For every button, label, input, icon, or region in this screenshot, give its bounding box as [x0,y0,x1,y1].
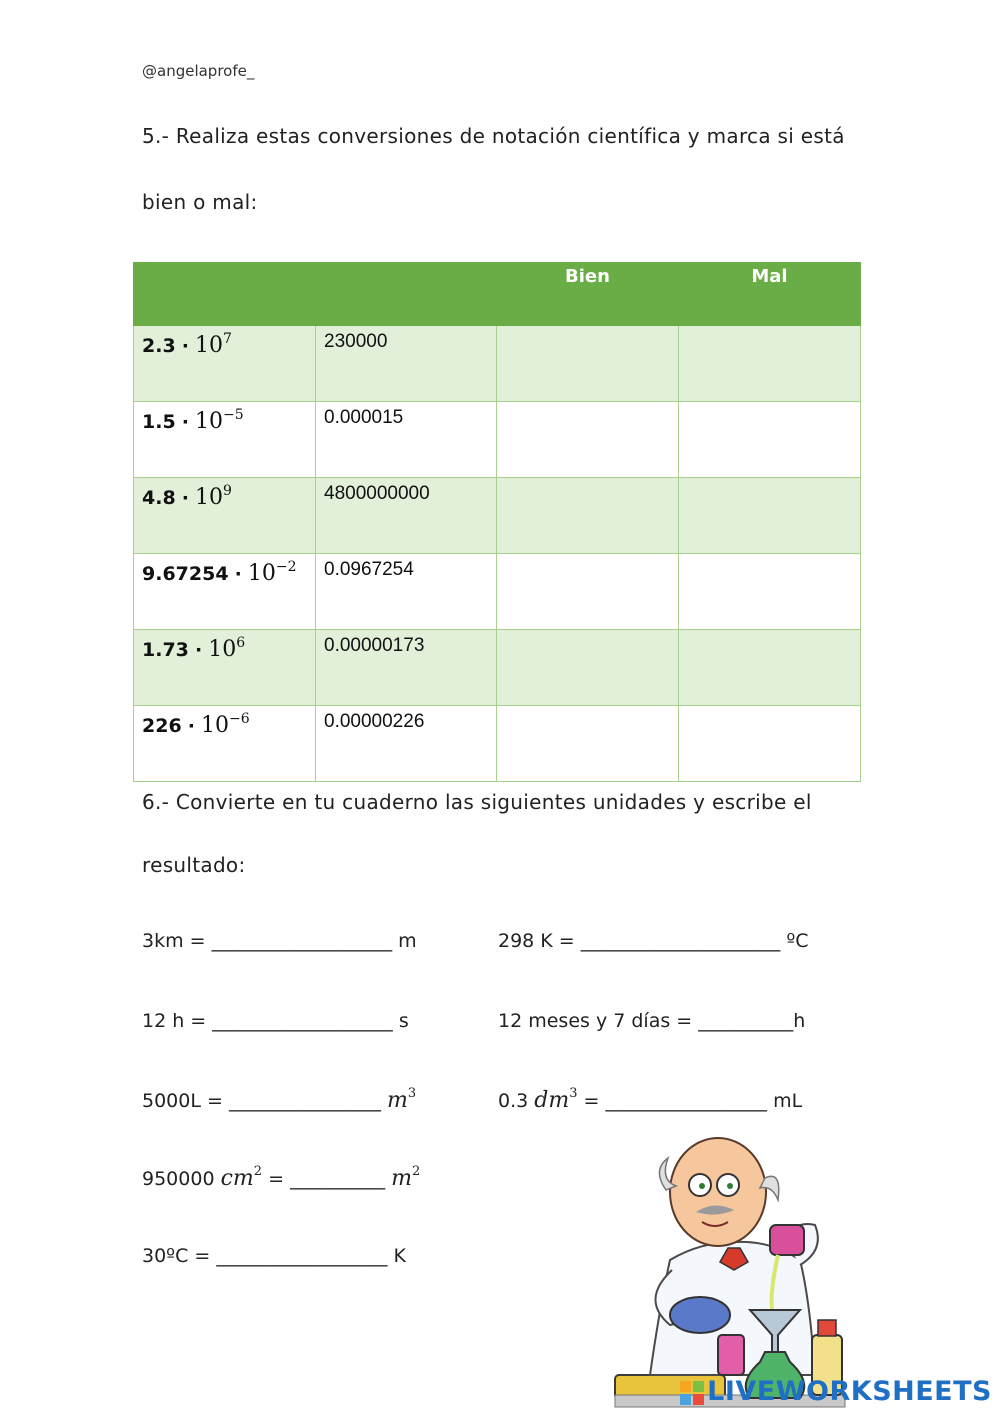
table-row [134,706,861,782]
answer-blank[interactable]: _________________ [605,1090,768,1112]
mal-cell[interactable] [679,478,861,554]
answer-blank[interactable]: ___________________ [212,1010,393,1032]
mal-cell[interactable] [679,326,861,402]
bien-cell[interactable] [497,706,679,782]
table-row [134,478,861,554]
mal-cell[interactable] [679,630,861,706]
exercise-dm3-ml: 0.3 $dm^3$ = _________________ mL [498,1086,803,1113]
scientific-cell: $1.5 \cdot 10^{-5}$ [134,402,316,478]
scientist-illustration [600,1130,860,1410]
answer-blank[interactable]: __________ [290,1168,386,1190]
table-row [134,554,861,630]
answer-blank[interactable]: __________________ [216,1245,388,1267]
decimal-cell: 0.000015 [316,402,497,478]
scientific-cell: $1.73 \cdot 10^6$ [134,630,316,706]
table-row [134,326,861,402]
scientific-cell: $226 \cdot 10^{-6}$ [134,706,316,782]
answer-blank[interactable]: __________ [698,1010,794,1032]
header-mal: Mal [679,263,861,326]
decimal-cell: 0.00000173 [316,630,497,706]
header-bien: Bien [497,263,679,326]
decimal-cell: 0.0967254 [316,554,497,630]
exercise-k-c: 298 K = _____________________ ºC [498,930,809,952]
scientific-cell: $2.3 \cdot 10^7$ [134,326,316,402]
exercise-l-m3: 5000L = ________________ $m^3$ [142,1086,417,1113]
bien-cell[interactable] [497,630,679,706]
exercise-km-m: 3km = ___________________ m [142,930,417,952]
table-row [134,402,861,478]
brand-badge-icon [679,1380,705,1406]
header-cell-empty-1 [134,263,316,326]
exercise-cm2-m2: 950000 $cm^2$ = __________ $m^2$ [142,1164,421,1191]
author-handle: @angelaprofe_ [142,62,255,80]
decimal-cell: 0.00000226 [316,706,497,782]
mal-cell[interactable] [679,554,861,630]
bien-cell[interactable] [497,478,679,554]
exercise-meses-h: 12 meses y 7 días = __________h [498,1010,806,1032]
scientific-cell: $4.8 \cdot 10^9$ [134,478,316,554]
conversion-table [133,262,861,782]
decimal-cell: 4800000000 [316,478,497,554]
bien-cell[interactable] [497,554,679,630]
decimal-cell: 230000 [316,326,497,402]
exercise-c-k: 30ºC = __________________ K [142,1245,406,1267]
mal-cell[interactable] [679,402,861,478]
bien-cell[interactable] [497,402,679,478]
mal-cell[interactable] [679,706,861,782]
scientific-cell: $9.67254 \cdot 10^{-2}$ [134,554,316,630]
exercise-h-s: 12 h = ___________________ s [142,1010,409,1032]
liveworksheets-logo: LIVEWORKSHEETS [679,1376,992,1407]
table-row [134,630,861,706]
question-5-text: 5.- Realiza estas conversiones de notación científica y marca si está [142,124,845,148]
answer-blank[interactable]: ________________ [228,1090,381,1112]
header-cell-empty-2 [316,263,497,326]
answer-blank[interactable]: _____________________ [580,930,781,952]
question-5-text-cont: bien o mal: [142,190,258,214]
question-6-text-cont: resultado: [142,853,246,877]
table-header-row [134,263,861,326]
answer-blank[interactable]: ___________________ [211,930,393,952]
question-6-text: 6.- Convierte en tu cuaderno las siguientes unidades y escribe el [142,790,812,814]
bien-cell[interactable] [497,326,679,402]
